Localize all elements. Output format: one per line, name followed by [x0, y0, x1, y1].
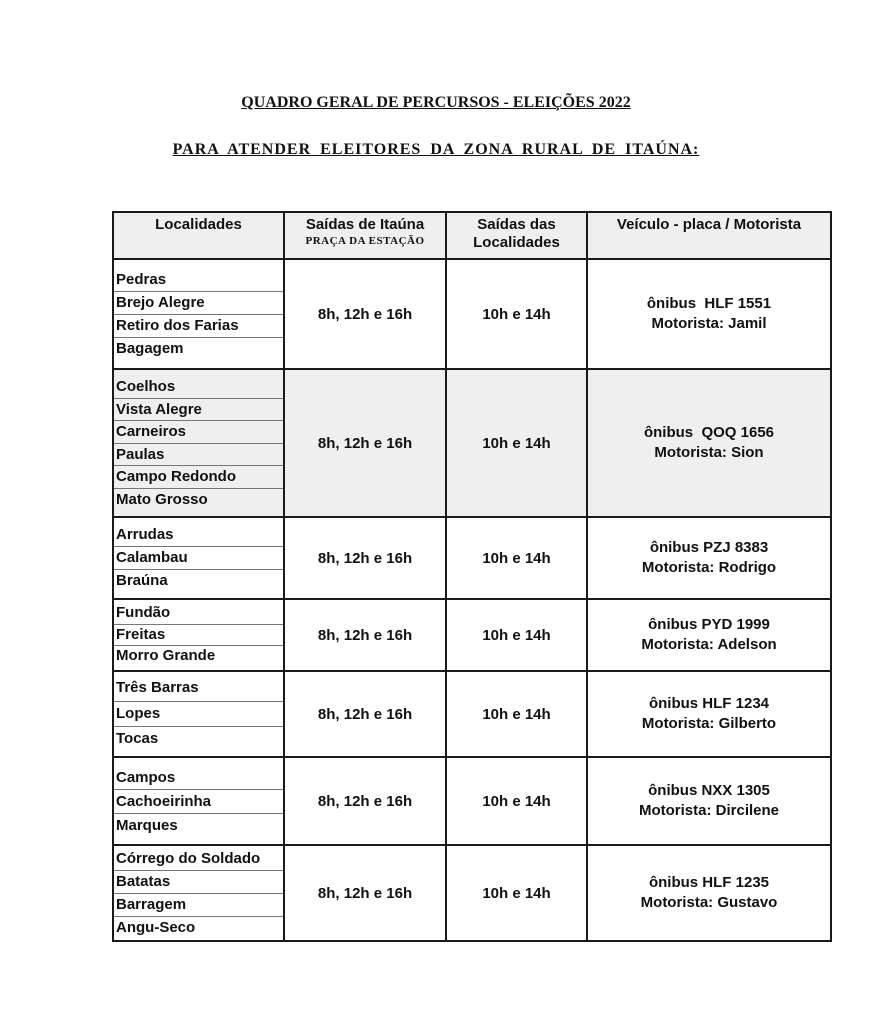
localities-cell [113, 599, 284, 671]
locality-name: Coelhos [114, 376, 283, 399]
vehicle-plate: ônibus PYD 1999 [648, 616, 770, 633]
header-saidas-itauna: Saídas de Itaúna PRAÇA DA ESTAÇÃO [284, 212, 446, 259]
header-veiculo: Veículo - placa / Motorista [587, 212, 831, 259]
vehicle-plate: ônibus HLF 1551 [646, 295, 772, 312]
header-localidades: Localidades [113, 212, 284, 259]
localities-cell [113, 845, 284, 941]
locality-name: Freitas [114, 625, 283, 647]
table-row [113, 259, 831, 369]
departures-localities-cell: 10h e 14h [446, 671, 587, 757]
departures-localities-cell: 10h e 14h [446, 845, 587, 941]
vehicle-plate: ônibus QOQ 1656 [643, 424, 775, 441]
locality-name: Tocas [116, 730, 159, 748]
departures-itauna-cell: 8h, 12h e 16h [284, 845, 446, 941]
locality-name: Morro Grande [116, 647, 216, 665]
driver-name: Motorista: Gustavo [640, 894, 778, 911]
routes-table-body [113, 259, 831, 941]
locality-name: Braúna [116, 572, 168, 589]
locality-name: Cachoeirinha [114, 790, 283, 814]
table-row [113, 599, 831, 671]
driver-name: Motorista: Rodrigo [641, 559, 777, 576]
header-saidas-itauna-sub: PRAÇA DA ESTAÇÃO [305, 235, 425, 247]
document-subtitle: PARA ATENDER ELEITORES DA ZONA RURAL DE ITAÚNA: [172, 141, 700, 158]
table-row [113, 671, 831, 757]
table-row [113, 369, 831, 517]
vehicle-cell [587, 599, 831, 671]
document-title: QUADRO GERAL DE PERCURSOS - ELEIÇÕES 2022 [241, 94, 631, 111]
header-saidas-localidades: Saídas das Localidades [446, 212, 587, 259]
driver-name: Motorista: Adelson [641, 636, 777, 653]
localities-cell [113, 757, 284, 845]
locality-name: Mato Grosso [116, 490, 208, 508]
locality-name: Campos [114, 766, 283, 790]
departures-localities-cell: 10h e 14h [446, 599, 587, 671]
locality-name: Barragem [114, 894, 283, 917]
table-header-row [113, 212, 831, 259]
locality-name: Bagagem [116, 339, 184, 357]
localities-cell [113, 369, 284, 517]
vehicle-cell [587, 369, 831, 517]
locality-name: Angu-Seco [116, 918, 196, 936]
departures-itauna-cell: 8h, 12h e 16h [284, 671, 446, 757]
locality-name: Fundão [114, 603, 283, 625]
locality-name: Três Barras [114, 676, 283, 702]
locality-name: Vista Alegre [114, 399, 283, 422]
departures-localities-cell: 10h e 14h [446, 369, 587, 517]
locality-name: Lopes [114, 702, 283, 728]
locality-name: Retiro dos Farias [114, 315, 283, 338]
departures-itauna-cell: 8h, 12h e 16h [284, 369, 446, 517]
locality-name: Campo Redondo [114, 466, 283, 489]
driver-name: Motorista: Gilberto [641, 715, 777, 732]
locality-name: Calambau [114, 547, 283, 570]
vehicle-cell [587, 671, 831, 757]
locality-name: Córrego do Soldado [114, 848, 283, 871]
vehicle-cell [587, 517, 831, 599]
localities-cell [113, 671, 284, 757]
vehicle-cell [587, 845, 831, 941]
vehicle-cell [587, 757, 831, 845]
locality-name: Brejo Alegre [114, 292, 283, 315]
localities-cell [113, 517, 284, 599]
locality-name: Marques [116, 816, 178, 834]
vehicle-plate: ônibus NXX 1305 [648, 782, 770, 799]
locality-name: Batatas [114, 871, 283, 894]
locality-name: Pedras [114, 269, 283, 292]
table-row [113, 757, 831, 845]
table-row [113, 517, 831, 599]
departures-localities-cell: 10h e 14h [446, 259, 587, 369]
departures-itauna-cell: 8h, 12h e 16h [284, 259, 446, 369]
locality-name: Paulas [114, 444, 283, 467]
locality-name: Arrudas [114, 524, 283, 547]
departures-itauna-cell: 8h, 12h e 16h [284, 517, 446, 599]
vehicle-cell [587, 259, 831, 369]
departures-localities-cell: 10h e 14h [446, 517, 587, 599]
localities-cell [113, 259, 284, 369]
vehicle-plate: ônibus HLF 1235 [648, 874, 770, 891]
driver-name: Motorista: Dircilene [638, 802, 780, 819]
vehicle-plate: ônibus PZJ 8383 [649, 539, 769, 556]
routes-table [112, 211, 832, 942]
driver-name: Motorista: Sion [654, 444, 764, 461]
table-row [113, 845, 831, 941]
departures-itauna-cell: 8h, 12h e 16h [284, 599, 446, 671]
departures-itauna-cell: 8h, 12h e 16h [284, 757, 446, 845]
departures-localities-cell: 10h e 14h [446, 757, 587, 845]
locality-name: Carneiros [114, 421, 283, 444]
vehicle-plate: ônibus HLF 1234 [648, 695, 770, 712]
driver-name: Motorista: Jamil [651, 315, 767, 332]
